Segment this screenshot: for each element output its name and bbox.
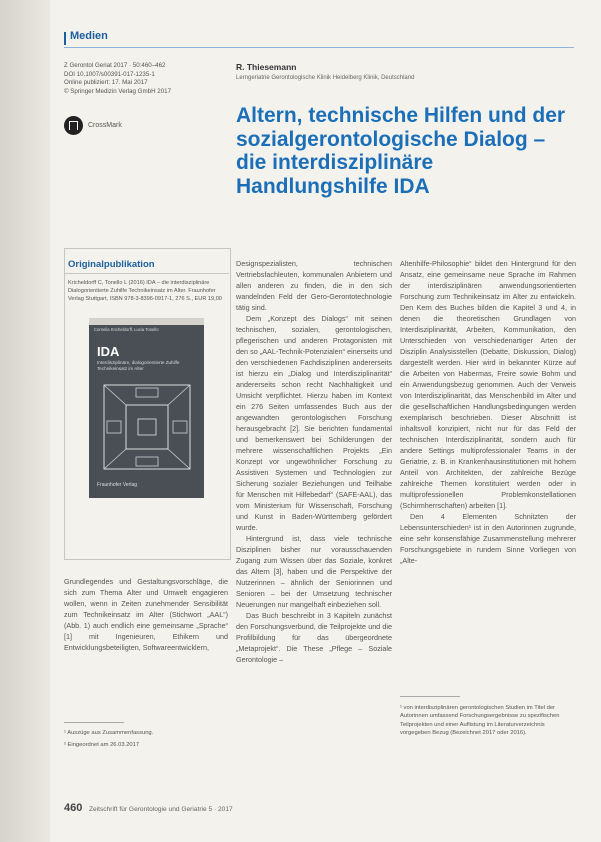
meta-line: Online publiziert: 17. Mai 2017	[64, 79, 148, 87]
author-affiliation: Lerngeriatrie Gerontologische Klinik Heidelberg Klinik, Deutschland	[236, 75, 415, 81]
book-cover-diagram	[102, 383, 192, 471]
header-rule	[64, 47, 574, 48]
publication-heading: Originalpublikation	[68, 259, 155, 270]
book-cover-top-band	[89, 318, 204, 325]
paragraph: Altenhilfe-Philosophie“ bildet den Hintergrund für den Ansatz, eine gemeinsame neue Sprache im Rahmen der interdisziplinären anwendungsorientierten Forschung zum Technikeinsatz im Alter zu entwickeln. Den Kern des Buches bilden die Kapitel 3 und 4, in denen die theoretischen Grundlagen von Interdisziplinarität, Arbeiten, Kommunikation, den Unterschieden von verschiedenartiger Arten der Disziplin Analysisstellen (Debatte, Diskussion, Dialog) dargestellt werden. Hier wird in bekannter Kürze auf die Arbeiten von Habermas, Freire sowie Bohm und ein Anwendungsbezug genommen. Auch der Verweis von Interdisziplinarität, das Menschenbild im Alter und die gesellschaftlichen Handlungsbedingungen werden exemplarisch beschrieben. Dieser Abschnitt ist inhaltsvoll konzipiert, nicht nur für das Feld der technischen Interdisziplinarität, sondern auch für andere Settings multiprofessionaler Teams in der Geriatrie, z. B. in Krankenhausinstitutionen mit hohem Anteil von Architekten, der zahlreiche Bezüge zahlreiche Themen konstituiert werden oder in multiprofessionellen Problemkonstellationen (Schirmherrschaften) arbeiten [1].	[400, 259, 576, 510]
page-number: 460	[64, 802, 83, 814]
paragraph: Hintergrund ist, dass viele technische Disziplinen bisher nur vorausschauenden Zugang zum Wissen über das Soziale, konkret das Altern [3], haben und die Perspektive der Nutzerinnen – ähnlich der Seniorinnen und Senioren – bei der Umsetzung technischer Neuerungen nur mangelhaft einbeziehen soll.	[236, 534, 392, 609]
publication-reference: Kricheldorff C, Tonello L (2016) IDA – die interdisziplinäre Dialogorientierte Zuhilfe Technikeinsatz im Alter. Fraunhofer Verlag Stuttgart, ISBN 978-3-8396-0917-1, 276 S., EUR 19,00	[68, 280, 222, 303]
page-binding-shadow	[0, 0, 50, 842]
text-column-3	[400, 258, 576, 566]
section-marker	[64, 32, 66, 45]
footnote-rule	[64, 722, 124, 723]
paragraph: Das Buch beschreibt in 3 Kapiteln zunächst den Forschungsverbund, die Teilprojekte und die Profilbildung für das übergeordnete „Metaprojekt“. Die These „Pflege – Soziale Gerontologie –	[236, 611, 392, 664]
crossmark-icon	[64, 116, 83, 135]
book-publisher: Fraunhofer Verlag	[97, 482, 138, 488]
book-subtitle: Interdisziplinäre, dialogorientierte Zuhilfe Technikeinsatz im Alter	[97, 360, 180, 371]
footnote-rule	[400, 696, 460, 697]
section-label: Medien	[70, 30, 108, 42]
article-author: R. Thiesemann	[236, 62, 297, 72]
article-meta	[64, 62, 214, 96]
meta-line: Z Gerontol Geriat 2017 · 50:460–462	[64, 62, 166, 69]
footnote: ² Eingeordnet am 26.03.2017	[64, 742, 140, 748]
paragraph: Dem „Konzept des Dialogs“ mit seinen technischen, sozialen, gerontologischen, pflegerischen und anderen Protagonisten mit den so „AAL-Technik-Potenzialen“ einerseits und den verschiedenen Fachdisziplinen andererseits ist hierzu ein „Dialog und Interdisziplinarität“ andererseits schon recht Nachhaltigkeit und Umsicht verpflichtet. Hierzu haben im Kontext ein 276 Seiten umfassendes Buch aus der angewandten gerontologischen Forschung herausgebracht [2]. Sie berichten fundamental und bemerkenswert bei Schilderungen der mehrere wissenschaftlichen Projekts „Ein Konzept vor ungewöhnlicher Forschung zu Assistiven Systemen und Technologien zur Sicherung sozialer Beziehungen und Teilhabe für Menschen mit Hilfebedarf“ (SAFE-AAL), das vom Ministerium für Wissenschaft, Forschung und Kunst in Baden-Württemberg gefördert wurde.	[236, 314, 392, 532]
book-authors: Cornelia Kricheldorff, Lucia Tonello	[94, 327, 159, 332]
crossmark-label: CrossMark	[88, 122, 122, 129]
text-column-1	[64, 576, 228, 653]
journal-footer: Zeitschrift für Gerontologie und Geriatrie 5 · 2017	[89, 806, 233, 813]
book-cover	[89, 318, 204, 498]
book-title: IDA	[97, 344, 120, 359]
paragraph: Den 4 Elementen Schnitzten der Lebensunterschieden¹ ist in den Autorinnen zugrunde, eine sehr konsensfähige Zusammenstellung mehrerer Forschungsgebiete in rundem Sinne Vorliegen von „Alte-	[400, 512, 576, 565]
publication-rule	[64, 273, 229, 274]
footnote: ¹ von interdisziplinären gerontologischen Studien im Titel der Autorinnen umfassend Forschungsergebnisse zu spezifischen Teilprojekten und einer Auflistung im Literaturverzeichnis vorgegeben Bezug (Bezeichnet 2017 oder 2016).	[400, 705, 560, 737]
meta-line: DOI 10.1007/s00391-017-1235-1	[64, 70, 155, 78]
meta-line: © Springer Medizin Verlag GmbH 2017	[64, 87, 172, 95]
paragraph: Designspezialisten, technischen Vertriebsfachleuten, kommunalen Anbietern und allen anderen zu finden, die in den sich wandelnden Feld der Gero-Gerontotechnologie tätig sind.	[236, 259, 392, 312]
paragraph: Grundlegendes und Gestaltungsvorschläge, die sich zum Thema Alter und Umwelt engagieren wollen, wenn in Zeiten zunehmender Sensibilität zum Technikeinsatz im Alter (Stichwort „AAL“) (Abb. 1) auch endlich eine gemeinsame „Sprache“ [1] mit Ingenieuren, Ethikern und Entwicklungsbeteiligten, Softwareentwicklern,	[64, 577, 228, 652]
text-column-2	[236, 258, 392, 665]
footnote: ¹ Auszüge aus Zusammenfassung.	[64, 730, 154, 736]
crossmark-badge[interactable]	[64, 116, 122, 135]
article-title: Altern, technische Hilfen und der sozialgerontologische Dialog – die interdisziplinäre Handlungshilfe IDA	[236, 104, 566, 198]
